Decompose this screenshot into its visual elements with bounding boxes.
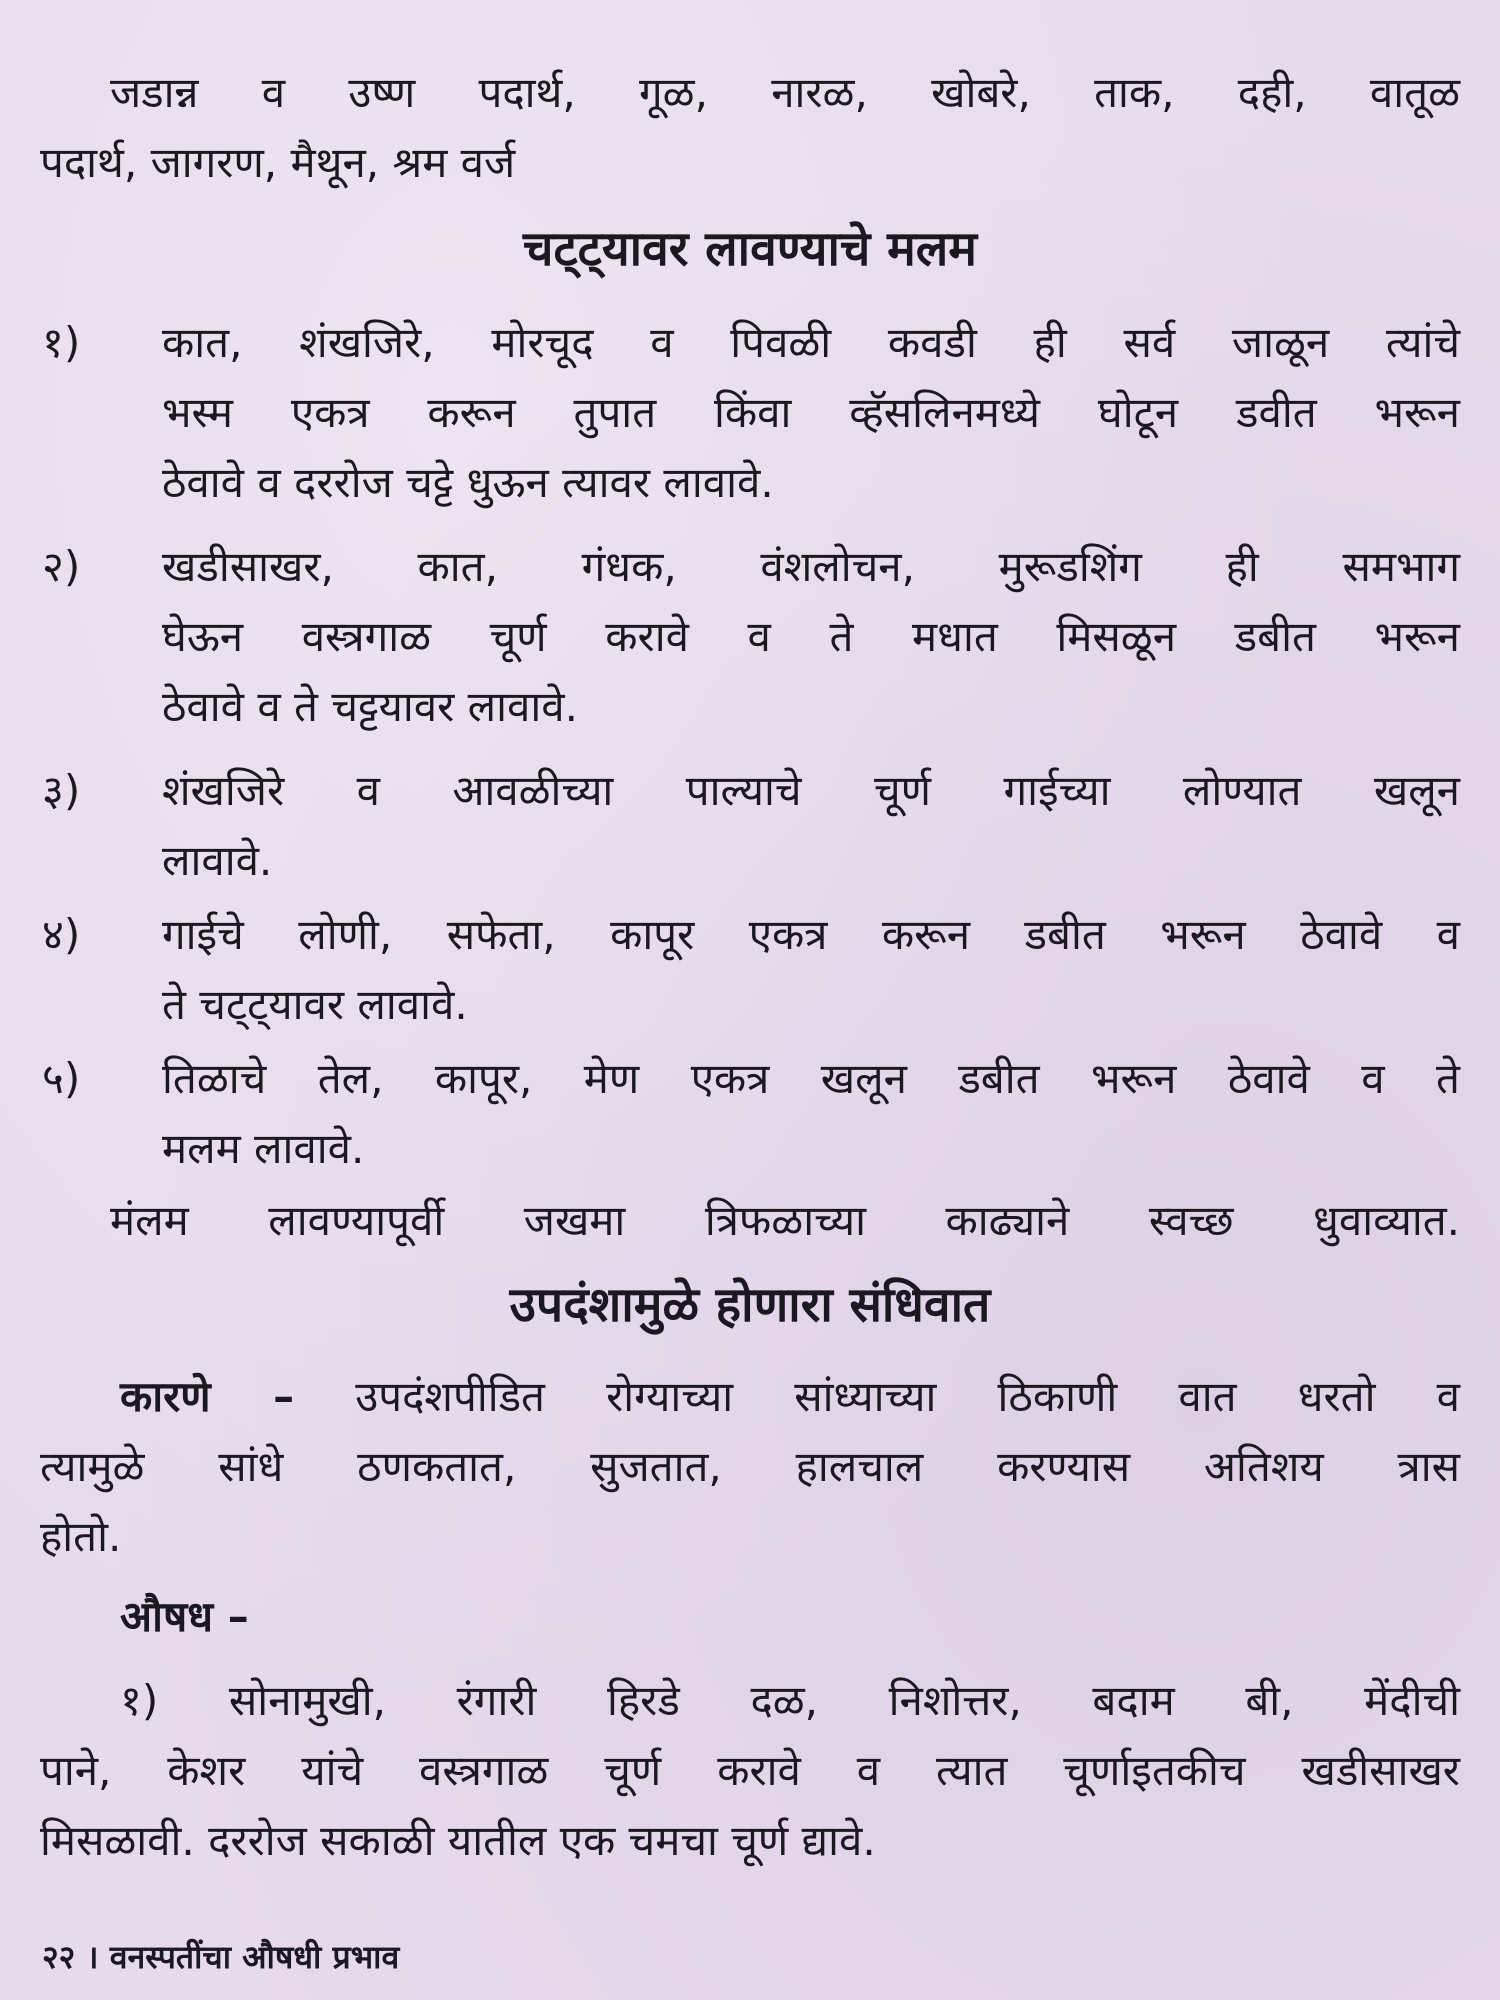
list-item-line: घेऊन वस्त्रगाळ चूर्ण करावे व ते मधात मिसळून डबीत भरून (162, 612, 1460, 661)
list-item-number: २) (42, 542, 81, 591)
cause-line-2: त्यामुळे सांधे ठणकतात, सुजतात, हालचाल करण्यास अतिशय त्रास (40, 1442, 1460, 1491)
intro-line-2: पदार्थ, जागरण, मैथून, श्रम वर्ज (40, 138, 516, 187)
medicine-line-2: पाने, केशर यांचे वस्त्रगाळ चूर्ण करावे व त्यात चूर्णाइतकीच खडीसाखर (40, 1746, 1460, 1795)
list-item-line: ठेवावे व ते चट्टयावर लावावे. (162, 682, 578, 731)
list-item-line: कात, शंखजिरे, मोरचूद व पिवळी कवडी ही सर्व जाळून त्यांचे (162, 318, 1460, 367)
list-item-line: लावावे. (162, 836, 273, 885)
list-item-number: ४) (42, 910, 81, 959)
section-heading-ointment: चट्ट्यावर लावण्याचे मलम (522, 221, 978, 277)
cause-text: उपदंशपीडित रोग्याच्या सांध्याच्या ठिकाणी वात धरतो व (355, 1372, 1460, 1421)
list-item-number: १) (42, 318, 81, 367)
page-footer: २२ । वनस्पतींचा औषधी प्रभाव (42, 1938, 400, 1976)
medicine-label: औषध – (120, 1592, 249, 1641)
cause-line-1 (120, 1362, 1460, 1432)
list-item-line: मलम लावावे. (162, 1124, 365, 1173)
list-item-number: ५) (42, 1054, 81, 1103)
list-item-line: शंखजिरे व आवळीच्या पाल्याचे चूर्ण गाईच्या लोण्यात खलून (162, 766, 1460, 815)
list-item-line: तिळाचे तेल, कापूर, मेण एकत्र खलून डबीत भरून ठेवावे व ते (162, 1054, 1460, 1103)
section-heading-syphilitic-arthritis: उपदंशामुळे होणारा संधिवात (509, 1277, 991, 1333)
cause-line-3: होतो. (40, 1512, 122, 1561)
cause-label: कारणे – (120, 1372, 295, 1421)
medicine-line-1: १) सोनामुखी, रंगारी हिरडे दळ, निशोत्तर, बदाम बी, मेंदीची (120, 1676, 1460, 1725)
list-item-line: गाईचे लोणी, सफेता, कापूर एकत्र करून डबीत भरून ठेवावे व (162, 910, 1460, 959)
ointment-note: मंलम लावण्यापूर्वी जखमा त्रिफळाच्या काढ्याने स्वच्छ धुवाव्यात. (110, 1196, 1460, 1245)
intro-line-1: जडान्न व उष्ण पदार्थ, गूळ, नारळ, खोबरे, ताक, दही, वातूळ (110, 68, 1460, 117)
list-item-line: ठेवावे व दररोज चट्टे धुऊन त्यावर लावावे. (162, 458, 774, 507)
list-item-line: खडीसाखर, कात, गंधक, वंशलोचन, मुरूडशिंग ही समभाग (162, 542, 1460, 591)
list-item-number: ३) (42, 766, 81, 815)
list-item-line: ते चट्ट्यावर लावावे. (162, 980, 468, 1029)
medicine-line-3: मिसळावी. दररोज सकाळी यातील एक चमचा चूर्ण द्यावे. (40, 1816, 876, 1865)
list-item-line: भस्म एकत्र करून तुपात किंवा व्हॅसलिनमध्ये घोटून डवीत भरून (162, 388, 1460, 437)
